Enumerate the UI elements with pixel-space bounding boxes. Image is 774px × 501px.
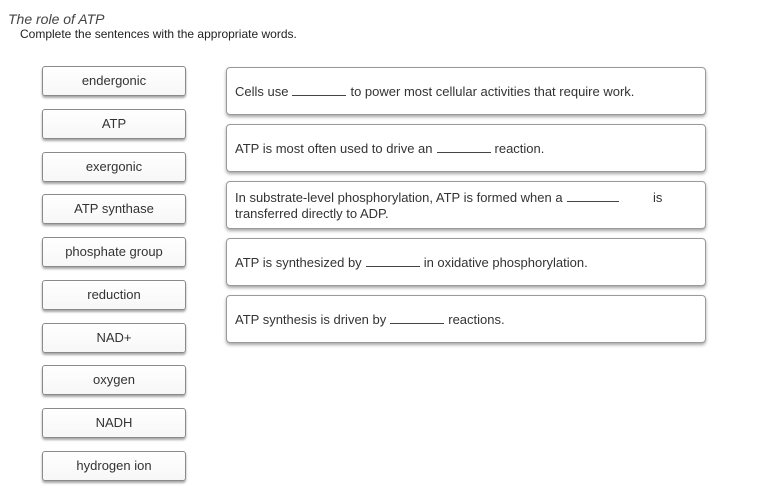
sentence-text: to power most cellular activities that require work.: [350, 84, 635, 99]
sentence-text: reactions.: [448, 312, 505, 327]
word-chip-nad-plus[interactable]: NAD+: [42, 323, 186, 353]
instructions: Complete the sentences with the appropriate words.: [20, 27, 297, 41]
sentence-target-4[interactable]: [226, 238, 706, 286]
blank-drop-zone[interactable]: [437, 141, 491, 153]
sentence-target-1[interactable]: [226, 67, 706, 115]
word-chip-atp-synthase[interactable]: ATP synthase: [42, 194, 186, 224]
word-chip-oxygen[interactable]: oxygen: [42, 365, 186, 395]
blank-drop-zone[interactable]: [292, 84, 346, 96]
word-chip-phosphate-group[interactable]: phosphate group: [42, 237, 186, 267]
sentence-text: is: [653, 190, 663, 205]
sentence-target-3[interactable]: [226, 181, 706, 229]
sentence-text: ATP synthesis is driven by: [235, 312, 387, 327]
sentence-text: In substrate-level phosphorylation, ATP is formed when a: [235, 190, 563, 205]
sentence-text: ATP is most often used to drive an: [235, 141, 433, 156]
sentence-text: Cells use: [235, 84, 289, 99]
sentence-target-5[interactable]: [226, 295, 706, 343]
sentence-text: in oxidative phosphorylation.: [423, 255, 588, 270]
sentence-target-2[interactable]: [226, 124, 706, 172]
word-chip-hydrogen-ion[interactable]: hydrogen ion: [42, 451, 186, 481]
word-chip-endergonic[interactable]: endergonic: [42, 66, 186, 96]
sentence-text: transferred directly to ADP.: [235, 206, 389, 221]
sentence-text: ATP is synthesized by: [235, 255, 362, 270]
blank-drop-zone[interactable]: [366, 255, 420, 267]
page-title: The role of ATP: [8, 11, 105, 27]
word-chip-reduction[interactable]: reduction: [42, 280, 186, 310]
blank-drop-zone[interactable]: [567, 190, 619, 202]
word-chip-nadh[interactable]: NADH: [42, 408, 186, 438]
sentence-text: reaction.: [494, 141, 545, 156]
word-chip-atp[interactable]: ATP: [42, 109, 186, 139]
blank-drop-zone[interactable]: [390, 312, 444, 324]
word-chip-exergonic[interactable]: exergonic: [42, 152, 186, 182]
